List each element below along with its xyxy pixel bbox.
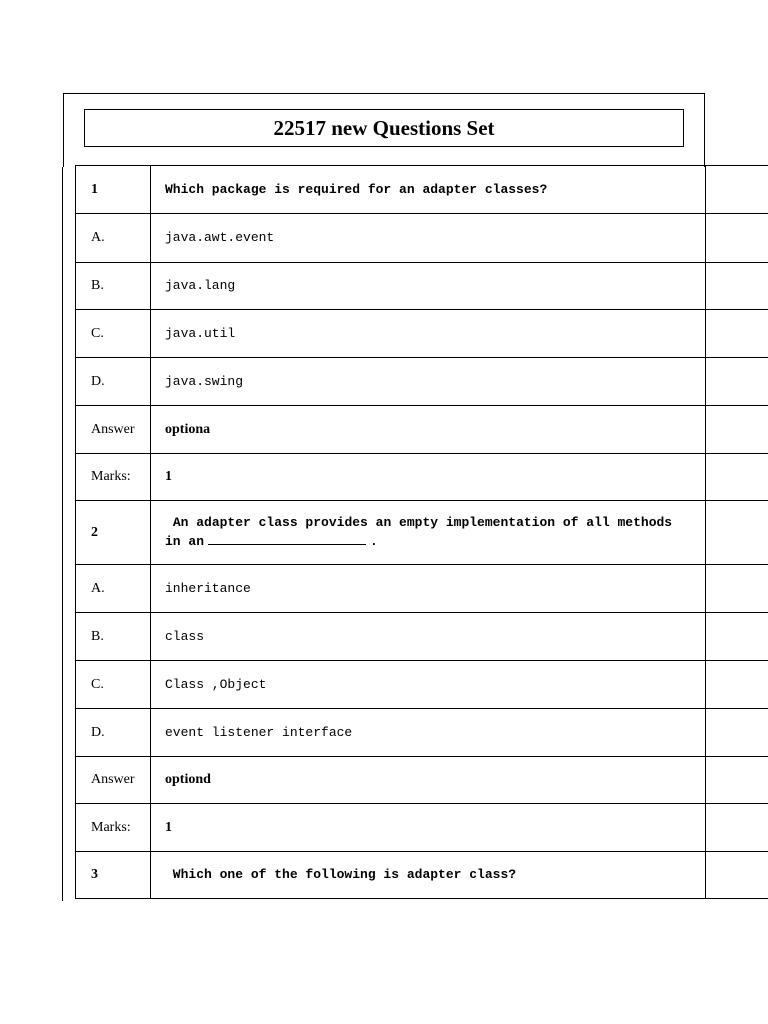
question-text — [151, 501, 706, 564]
questions-table — [75, 165, 768, 899]
answer-label: Answer — [75, 406, 151, 453]
option-label: C. — [75, 310, 151, 357]
option-text: java.swing — [151, 358, 706, 405]
question-text-end: . — [370, 534, 378, 549]
option-text: java.awt.event — [151, 214, 706, 262]
marks-value: 1 — [151, 454, 706, 500]
question-row — [75, 165, 768, 213]
option-label: D. — [75, 358, 151, 405]
answer-label: Answer — [75, 757, 151, 803]
option-row — [75, 564, 768, 612]
option-row — [75, 357, 768, 405]
question-text-part: An adapter class provides an empty implementation of all methods in an — [165, 515, 680, 549]
option-label: B. — [75, 263, 151, 309]
option-row — [75, 708, 768, 756]
option-label: D. — [75, 709, 151, 756]
answer-row — [75, 405, 768, 453]
marks-label: Marks: — [75, 804, 151, 851]
page-title: 22517 new Questions Set — [84, 109, 684, 147]
answer-value: optiona — [151, 406, 706, 453]
question-text: Which one of the following is adapter class? — [151, 852, 706, 898]
marks-value: 1 — [151, 804, 706, 851]
option-text: Class ,Object — [151, 661, 706, 708]
fill-in-blank — [208, 532, 366, 545]
marks-row — [75, 803, 768, 851]
answer-row — [75, 756, 768, 803]
option-row — [75, 309, 768, 357]
question-number: 2 — [75, 501, 151, 564]
option-text: java.lang — [151, 263, 706, 309]
option-text: event listener interface — [151, 709, 706, 756]
marks-label: Marks: — [75, 454, 151, 500]
answer-value: optiond — [151, 757, 706, 803]
question-row — [75, 851, 768, 899]
marks-row — [75, 453, 768, 500]
question-number: 1 — [75, 166, 151, 213]
question-number: 3 — [75, 852, 151, 898]
option-label: A. — [75, 214, 151, 262]
option-text: inheritance — [151, 565, 706, 612]
left-border-line — [62, 167, 63, 901]
option-row — [75, 262, 768, 309]
option-row — [75, 612, 768, 660]
option-label: C. — [75, 661, 151, 708]
option-row — [75, 660, 768, 708]
option-label: A. — [75, 565, 151, 612]
option-row — [75, 213, 768, 262]
question-row — [75, 500, 768, 564]
option-text: java.util — [151, 310, 706, 357]
option-label: B. — [75, 613, 151, 660]
option-text: class — [151, 613, 706, 660]
question-text: Which package is required for an adapter classes? — [151, 166, 706, 213]
